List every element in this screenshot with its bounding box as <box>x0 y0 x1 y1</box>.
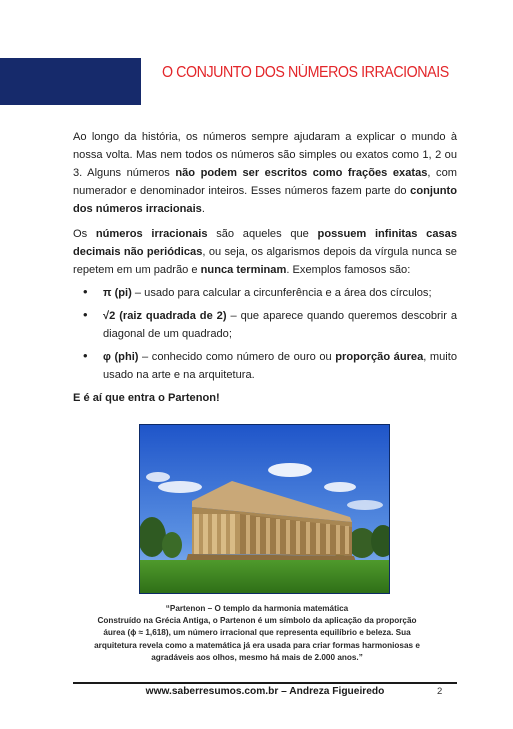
intro-paragraph <box>73 128 457 218</box>
def-bold-3: nunca terminam <box>200 264 287 276</box>
page-title: O CONJUNTO DOS NÚMEROS IRRACIONAIS <box>162 64 449 81</box>
example-term: √2 (raiz quadrada de 2) <box>103 310 227 322</box>
def-bold-2: possuem infinitas casas decimais não periódicas <box>73 228 458 258</box>
examples-list <box>73 284 457 384</box>
def-text-3: , ou seja, os algarismos depois da vírgula nunca se repetem em um padrão e <box>73 246 457 276</box>
def-text-1: Os <box>73 228 96 240</box>
page-number: 2 <box>437 686 443 697</box>
footer-credit: www.saberresumos.com.br – Andreza Figueiredo <box>145 686 385 697</box>
intro-text-1: Ao longo da história, os números sempre ajudaram a explicar o mundo à nossa volta. Mas nem todos os números são simples ou exatos como 1, 2 ou 3. Alguns números <box>73 131 457 179</box>
def-text-4: . Exemplos famosos são: <box>286 264 411 276</box>
example-term-2: proporção áurea <box>335 351 424 363</box>
def-text-2: são aqueles que <box>207 228 318 240</box>
intro-bold-2: conjunto dos números irracionais <box>73 185 457 215</box>
header-color-bar <box>0 58 141 105</box>
intro-text-3: . <box>201 203 205 215</box>
example-description: – que aparece quando queremos descobrir a diagonal de um quadrado; <box>103 310 457 340</box>
list-item <box>73 307 457 343</box>
example-term: π (pi) <box>103 287 132 299</box>
intro-bold-1: não podem ser escritos como frações exatas <box>175 167 428 179</box>
list-item <box>73 284 457 302</box>
example-description: – usado para calcular a circunferência e a área dos círculos; <box>131 287 432 299</box>
example-description: – conhecido como número de ouro ou <box>138 351 336 363</box>
main-content <box>73 128 457 407</box>
bullet-icon: • <box>83 284 88 299</box>
intro-text-2: , com numerador e denominador inteiros. Esses números fazem parte do <box>73 167 457 197</box>
figure-caption <box>92 603 422 664</box>
bullet-icon: • <box>83 307 88 322</box>
caption-title: “Partenon – O templo da harmonia matemática <box>165 604 349 613</box>
caption-body: Construído na Grécia Antiga, o Partenon é um símbolo da aplicação da proporção áurea (ϕ ≈ 1,618), um número irracional que representa equilíbrio e beleza. Sua arquitetura revela como a matemática já era usada para criar formas harmoniosas e agradáveis aos olhos, mesmo há mais de 2.000 anos.” <box>94 616 420 662</box>
def-bold-1: números irracionais <box>95 228 208 240</box>
definition-paragraph <box>73 225 457 279</box>
closing-line: E é aí que entra o Partenon! <box>73 392 220 404</box>
example-description-2: , muito usado na arte e na arquitetura. <box>103 351 458 381</box>
footer-divider <box>73 682 457 684</box>
example-term: φ (phi) <box>103 351 139 363</box>
parthenon-photo <box>139 424 390 594</box>
list-item <box>73 348 457 384</box>
bullet-icon: • <box>83 348 88 363</box>
